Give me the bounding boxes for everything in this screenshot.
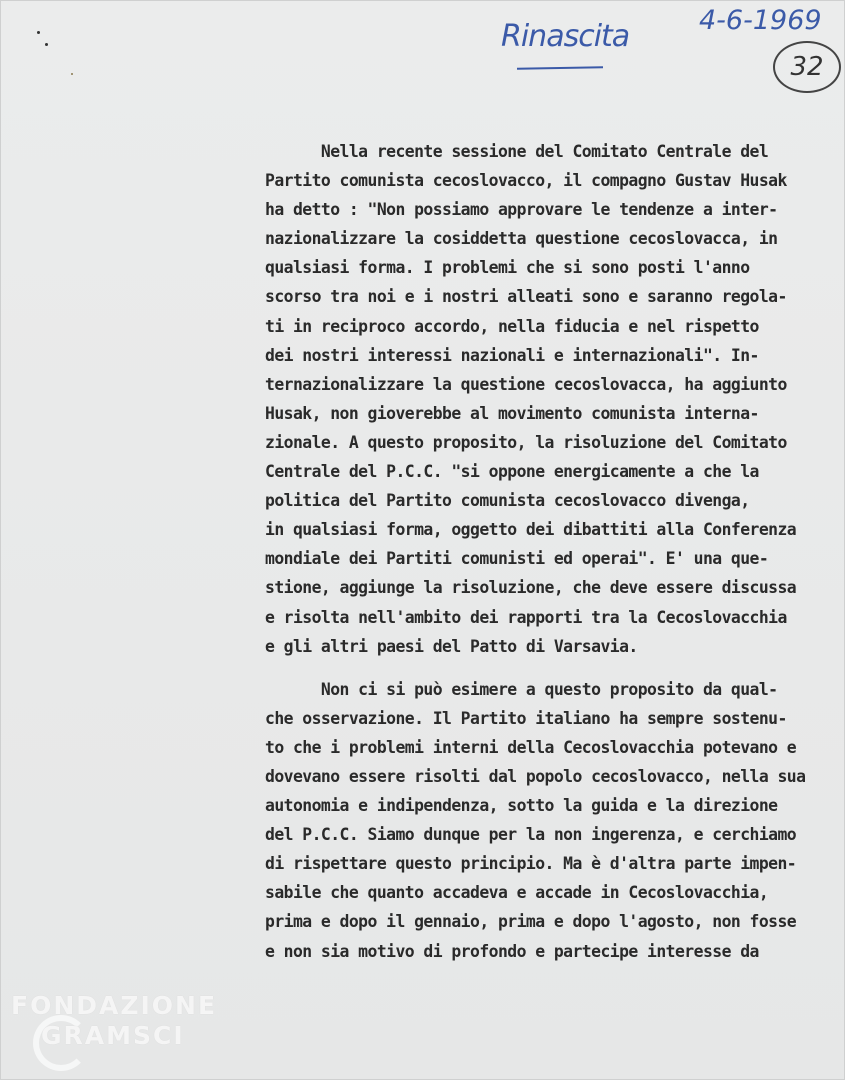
text-line: zionale. A questo proposito, la risoluzione del Comitato [265,432,787,452]
text-line: mondiale dei Partiti comunisti ed operai". E' una que- [265,549,769,569]
scan-speck [45,43,48,46]
text-line: Centrale del P.C.C. "si oppone energicamente a che la [265,462,759,482]
text-line: qualsiasi forma. I problemi che si sono posti l'anno [265,258,750,278]
text-line: ti in reciproco accordo, nella fiducia e nel rispetto [265,316,759,336]
archive-watermark [11,991,218,1050]
text-line: stione, aggiunge la risoluzione, che deve essere discussa [265,578,797,598]
text-line: del P.C.C. Siamo dunque per la non ingerenza, e cerchiamo [265,825,797,845]
text-line: ha detto : "Non possiamo approvare le tendenze a inter- [265,200,778,220]
text-line: Non ci si può esimere a questo proposito da qual- [265,679,778,699]
text-line: di rispettare questo principio. Ma è d'altra parte impen- [265,854,797,874]
scan-speck [71,73,73,75]
typewritten-body [265,137,825,966]
text-line: dovevano essere risolti dal popolo cecoslovacco, nella sua [265,766,806,786]
text-line: in qualsiasi forma, oggetto dei dibattiti alla Conferenza [265,520,797,540]
text-line: che osservazione. Il Partito italiano ha sempre sostenu- [265,708,787,728]
paragraph-2 [265,675,825,966]
text-line: autonomia e indipendenza, sotto la guida e la direzione [265,796,778,816]
text-line: dei nostri interessi nazionali e internazionali". In- [265,345,759,365]
scan-speck [37,31,40,34]
text-line: e non sia motivo di profondo e partecipe interesse da [265,941,759,961]
page-number-circle [773,41,841,93]
handwritten-date: 4-6-1969 [699,5,822,36]
text-line: e gli altri paesi del Patto di Varsavia. [265,636,638,656]
text-line: nazionalizzare la cosiddetta questione cecoslovacca, in [265,229,778,249]
text-line: Husak, non gioverebbe al movimento comunista interna- [265,403,759,423]
text-line: to che i problemi interni della Cecoslovacchia potevano e [265,737,797,757]
watermark-line-2: GRAMSCI [41,1021,185,1050]
watermark-line-1: FONDAZIONE [11,991,218,1020]
handwritten-underline [517,66,603,70]
handwritten-publication-name: Rinascita [501,19,630,54]
text-line: scorso tra noi e i nostri alleati sono e saranno regola- [265,287,787,307]
text-line: sabile che quanto accadeva e accade in Cecoslovacchia, [265,883,769,903]
paragraph-1 [265,137,825,661]
text-line: Nella recente sessione del Comitato Centrale del [265,142,769,161]
text-line: prima e dopo il gennaio, prima e dopo l'agosto, non fosse [265,912,797,932]
handwritten-page-number: 32 [790,52,824,82]
text-line: e risolta nell'ambito dei rapporti tra la Cecoslovacchia [265,607,787,627]
text-line: Partito comunista cecoslovacco, il compagno Gustav Husak [265,171,787,191]
text-line: ternazionalizzare la questione cecoslovacca, ha aggiunto [265,374,787,394]
text-line: politica del Partito comunista cecoslovacco divenga, [265,491,750,511]
paragraph-gap [265,661,825,675]
